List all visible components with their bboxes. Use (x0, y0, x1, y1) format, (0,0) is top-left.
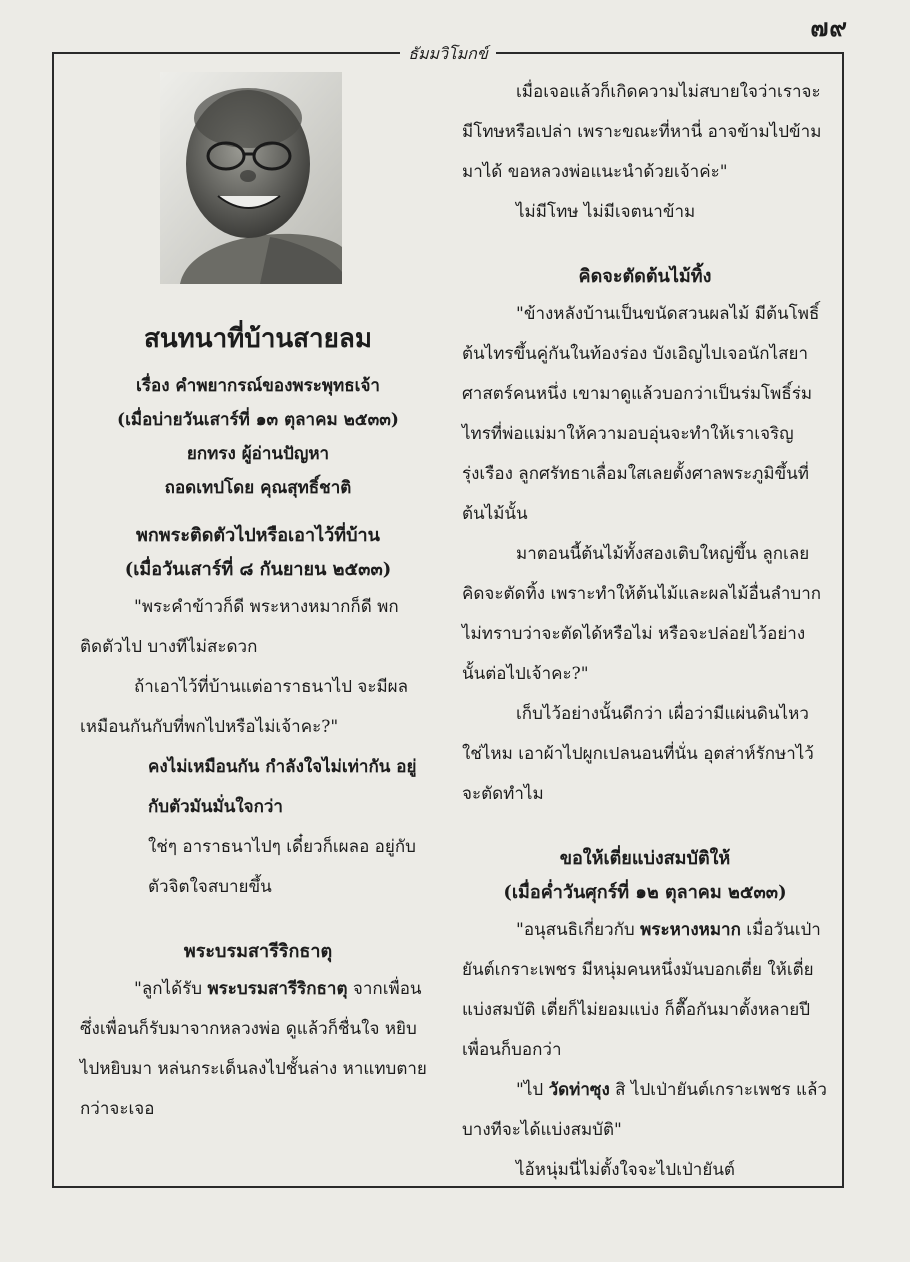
text-run: จากเพื่อน ซึ่งเพื่อนก็รับมาจากหลวงพ่อ ดูแล้วก็ชื่นใจ หยิบไปหยิบมา หล่นกระเด็นลงไปชั้นล่าง หาแทบตายกว่าจะเจอ (80, 979, 427, 1119)
question-paragraph (80, 969, 436, 1129)
page-number: ๗๙ (810, 13, 848, 42)
question-paragraph: "ข้างหลังบ้านเป็นขนัดสวนผลไม้ มีต้นโพธิ์ต้นไทรขึ้นคู่กันในท้องร่อง บังเอิญไปเจอนักไสยาศาสตร์คนหนึ่ง เขามาดูแล้วบอกว่าเป็นร่มโพธิ์ร่มไทรที่พ่อแม่มาให้ความอบอุ่นจะทำให้เราเจริญรุ่งเรือง ลูกศรัทธาเลื่อมใสเลยตั้งศาลพระภูมิขึ้นที่ต้นไม้นั้น (462, 304, 820, 524)
article-title: สนทนาที่บ้านสายลม (144, 324, 372, 354)
question-paragraph: เมื่อเจอแล้วก็เกิดความไม่สบายใจว่าเราจะมีโทษหรือเปล่า เพราะขณะที่หานี่ อาจข้ามไปข้ามมาได้ ขอหลวงพ่อแนะนำด้วยเจ้าค่ะ" (462, 82, 822, 182)
text-run: "อนุสนธิเกี่ยวกับ (516, 920, 641, 940)
reader-credit: ยกทรง ผู้อ่านปัญหา (186, 444, 330, 464)
transcriber-credit: ถอดเทปโดย คุณสุทธิ์ชาติ (164, 478, 352, 498)
text-run: สิ ไปเป่ายันต์เกราะเพชร แล้ว บางทีจะได้แบ่งสมบัติ" (462, 1080, 827, 1140)
answer-paragraph: ไม่มีโทษ ไม่มีเจตนาข้าม (516, 202, 696, 222)
subject-line: เรื่อง คำพยากรณ์ของพระพุทธเจ้า (136, 376, 380, 396)
question-paragraph (462, 1070, 828, 1150)
bold-text-run: วัดท่าซุง (548, 1080, 610, 1100)
text-run: เมื่อวันเป่ายันต์เกราะเพชร มีหนุ่มคนหนึ่งมันบอกเตี่ย ให้เตี่ยแบ่งสมบัติ เตี่ยก็ไม่ยอมแบ่ง ก็ตื๊อกันมาตั้งหลายปี เพื่อนก็บอกว่า (462, 920, 821, 1060)
section-title: พระบรมสารีริกธาตุ (183, 941, 333, 962)
right-column (462, 72, 828, 1190)
section-title: พกพระติดตัวไปหรือเอาไว้ที่บ้าน (136, 525, 380, 546)
left-column (80, 72, 436, 1129)
answer-paragraph: เก็บไว้อย่างนั้นดีกว่า เผื่อว่ามีแผ่นดินไหวใช่ไหม เอาผ้าไปผูกเปลนอนที่นั่น อุตส่าห์รักษาไว้ จะตัดทำไม (462, 704, 814, 804)
answer-paragraph: ใช่ๆ อาราธนาไปๆ เดี๋ยวก็เผลอ อยู่กับตัวจิตใจสบายขึ้น (148, 837, 416, 897)
question-paragraph: ถ้าเอาไว้ที่บ้านแต่อาราธนาไป จะมีผลเหมือนกันกับที่พกไปหรือไม่เจ้าคะ?" (80, 677, 409, 737)
text-run: "ไป (516, 1080, 549, 1100)
section-title: ขอให้เตี่ยแบ่งสมบัติให้ (559, 848, 731, 869)
running-head (54, 42, 842, 67)
monk-portrait-image (160, 72, 342, 284)
bold-text-run: พระบรมสารีริกธาตุ (207, 979, 348, 999)
question-paragraph: มาตอนนี้ต้นไม้ทั้งสองเติบใหญ่ขึ้น ลูกเลยคิดจะตัดทิ้ง เพราะทำให้ต้นไม้และผลไม้อื่นลำบาก ไม่ทราบว่าจะตัดได้หรือไม่ หรือจะปล่อยไว้อย่างนั้นต่อไปเจ้าคะ?" (462, 544, 822, 684)
running-head-text: ธัมมวิโมกข์ (400, 44, 496, 63)
question-paragraph: "พระคำข้าวก็ดี พระหางหมากก็ดี พกติดตัวไป บางทีไม่สะดวก (80, 597, 399, 657)
article-frame (52, 44, 844, 1188)
section-date: (เมื่อวันเสาร์ที่ ๘ กันยายน ๒๕๓๓) (124, 559, 392, 580)
bold-text-run: พระหางหมาก (640, 920, 741, 940)
question-paragraph (462, 910, 828, 1070)
question-paragraph: ไอ้หนุ่มนี่ไม่ตั้งใจจะไปเป่ายันต์ (516, 1160, 735, 1180)
section-title: คิดจะตัดต้นไม้ทิ้ง (578, 266, 712, 287)
monk-portrait-photo (160, 72, 342, 284)
text-run: "ลูกได้รับ (134, 979, 208, 999)
answer-paragraph: คงไม่เหมือนกัน กำลังใจไม่เท่ากัน อยู่กับตัวมันมั่นใจกว่า (148, 757, 417, 817)
subject-date: (เมื่อบ่ายวันเสาร์ที่ ๑๓ ตุลาคม ๒๕๓๓) (117, 410, 399, 430)
section-date: (เมื่อค่ำวันศุกร์ที่ ๑๒ ตุลาคม ๒๕๓๓) (503, 882, 787, 903)
